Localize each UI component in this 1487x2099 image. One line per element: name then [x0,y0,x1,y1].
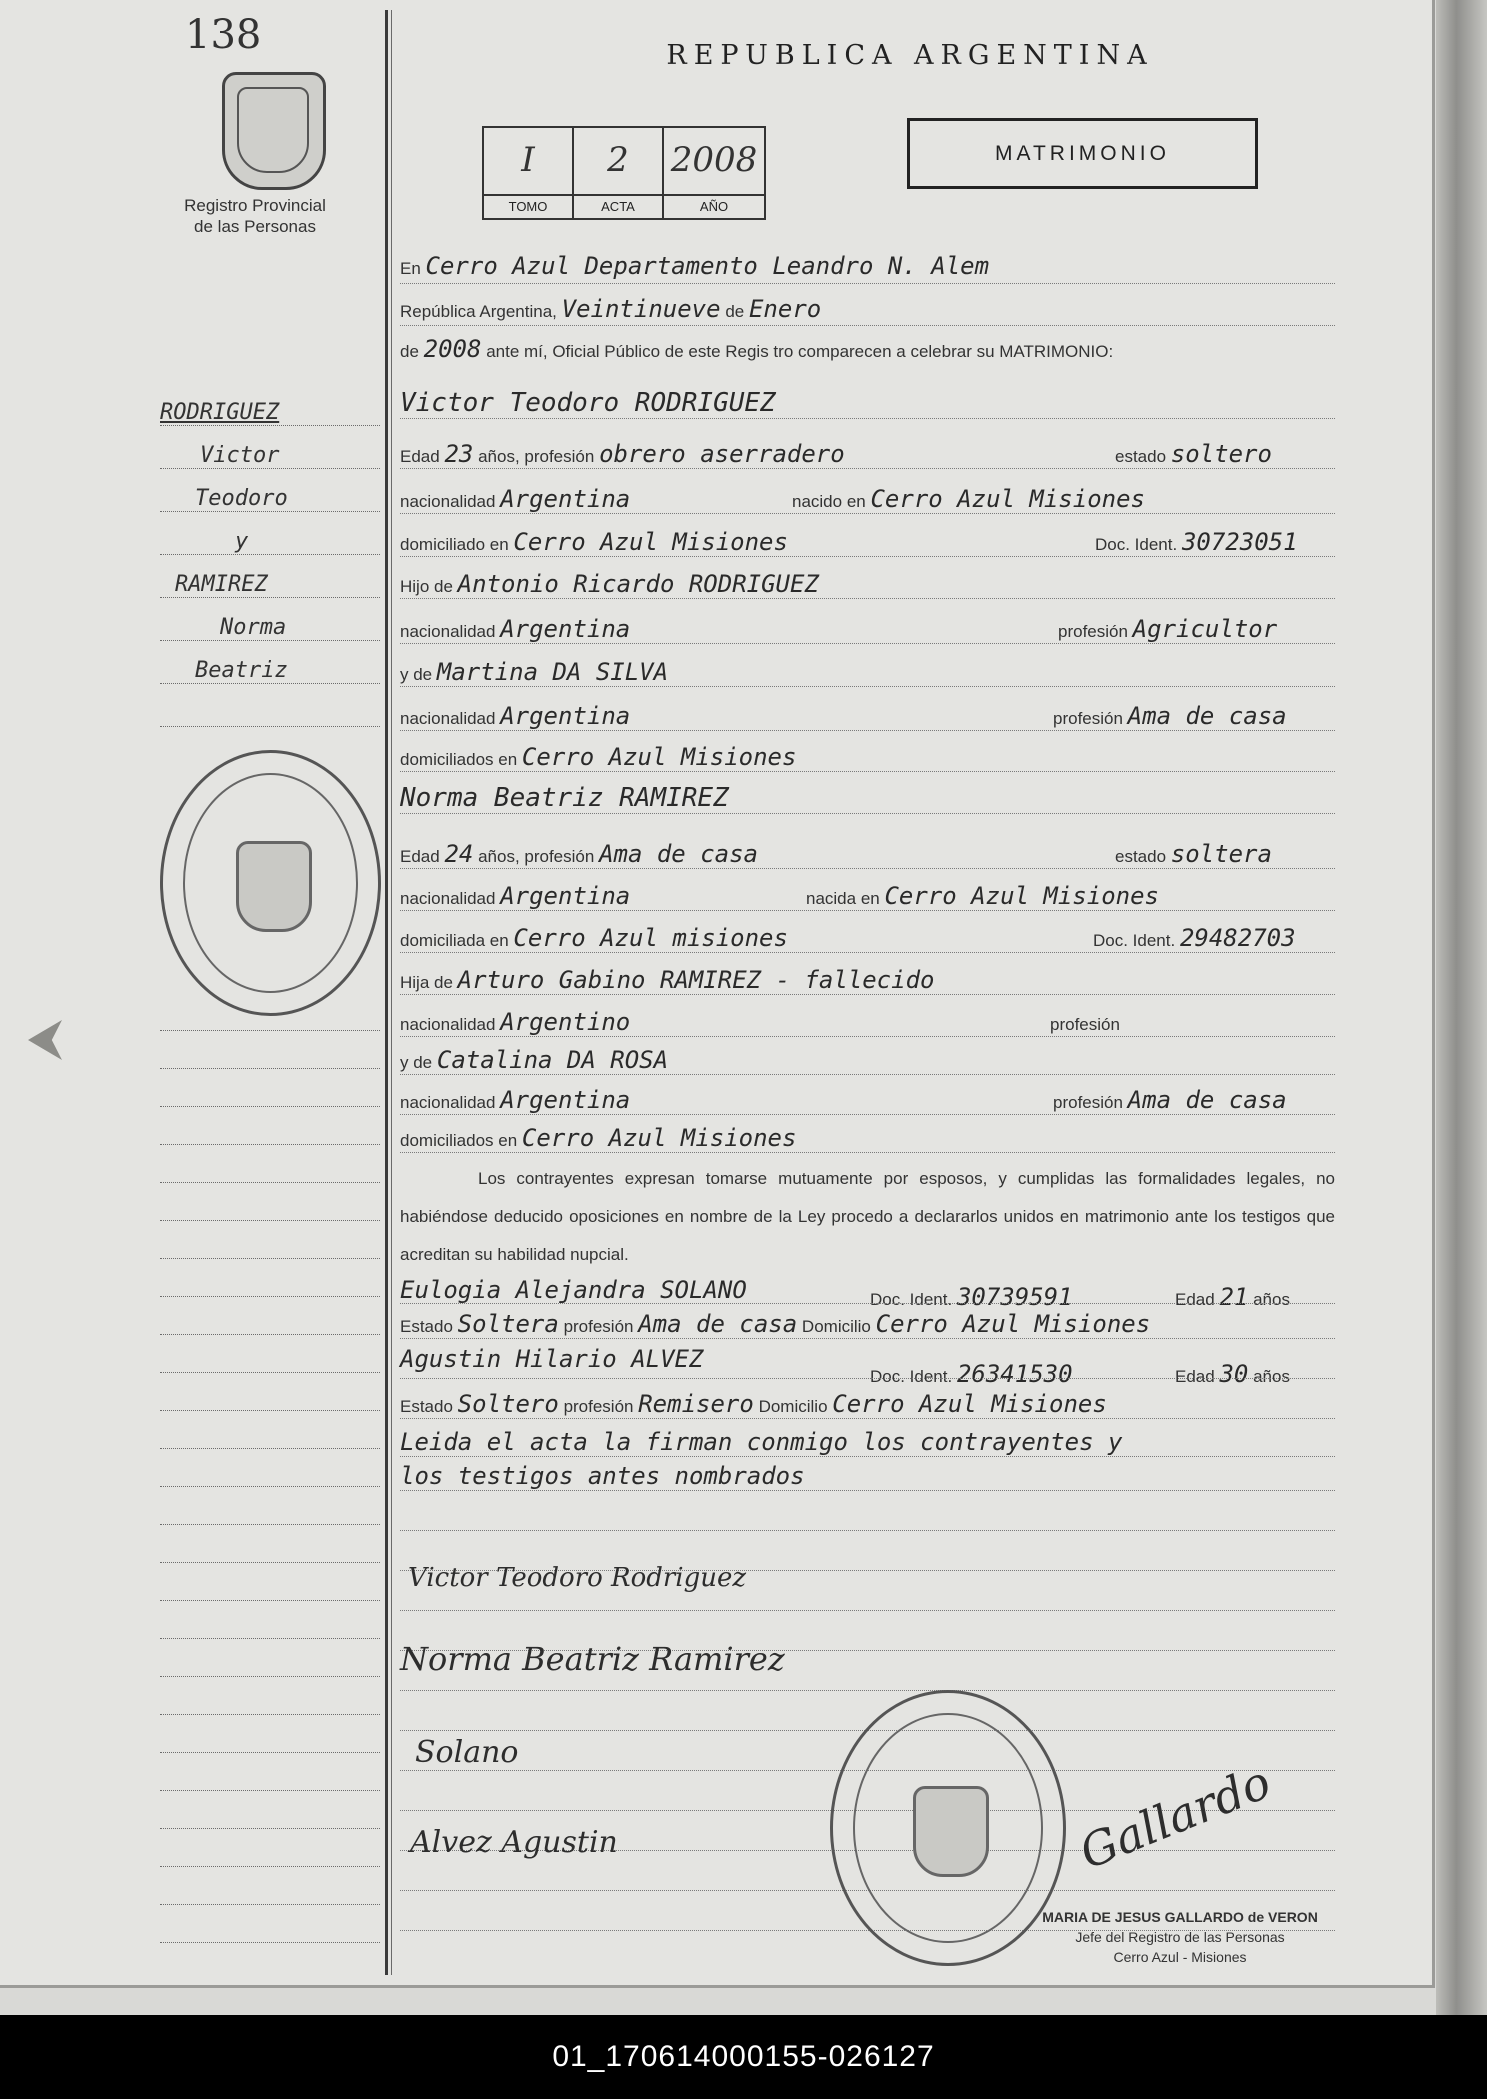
form-line [400,556,1335,557]
bride-signature: Norma Beatriz Ramirez [400,1640,785,1678]
groom-domicile-row: domiciliado en Cerro Azul Misiones [400,528,788,556]
anio-cell: 2008 AÑO [664,128,764,218]
groom-father-row: Hijo de Antonio Ricardo RODRIGUEZ [400,570,819,598]
margin-line [160,726,380,727]
margin-surname-bride: RAMIREZ [175,572,268,597]
margin-line [160,1486,380,1487]
country-title: REPUBLICA ARGENTINA [666,40,1154,71]
margin-line [160,1904,380,1905]
margin-line [160,1106,380,1107]
margin-line [160,1448,380,1449]
margin-line [160,640,380,641]
groom-signature: Victor Teodoro Rodriguez [408,1563,747,1593]
groom-nationality-row: nacionalidad Argentina [400,485,631,513]
margin-name-4: Beatriz [195,658,288,683]
margin-line [160,1676,380,1677]
margin-line [160,1524,380,1525]
margin-line [160,1030,380,1031]
margin-line [160,683,380,684]
bride-estado: estado soltera [1115,840,1272,868]
witness1-estado-row: Estado Soltera profesión Ama de casa Domicilio Cerro Azul Misiones [400,1310,1151,1338]
margin-line [160,1562,380,1563]
closing-line-1: Leida el acta la firman conmigo los contrayentes y [400,1428,1123,1456]
page-number: 138 [185,12,262,58]
provincial-seal-icon [222,72,326,190]
groom-mother-profession: profesión Ama de casa [1053,702,1287,730]
groom-name-row: Victor Teodoro RODRIGUEZ [400,388,776,418]
acta-cell: 2 ACTA [574,128,664,218]
stamp-emblem-icon [913,1786,989,1877]
margin-line [160,1144,380,1145]
margin-line [160,1258,380,1259]
margin-line [160,1600,380,1601]
binding-edge [1436,0,1487,2015]
bride-name-row: Norma Beatriz RAMIREZ [400,783,729,813]
declaration-text: Los contrayentes expresan tomarse mutuamente por esposos, y cumplidas las formalidades legales, no habiéndose deducido oposiciones en nombre de la Ley procedo a declararlos unidos en matrimonio ante los testigos que acreditan su habilidad nupcial. [400,1169,1335,1264]
bride-father-row: Hija de Arturo Gabino RAMIREZ - fallecido [400,966,935,994]
footer-id: 01_170614000155-026127 [0,2015,1487,2099]
margin-line [160,1942,380,1943]
margin-line [160,1068,380,1069]
witness1-name-row: Eulogia Alejandra SOLANO [400,1276,747,1304]
paper-tear [28,1020,62,1060]
form-line [400,1418,1335,1419]
form-line [400,1530,1335,1531]
margin-name-3: Norma [220,615,287,640]
groom-estado: estado soltero [1115,440,1272,468]
witness2-estado-row: Estado Soltero profesión Remisero Domicilio Cerro Azul Misiones [400,1390,1107,1418]
bride-birthplace: nacida en Cerro Azul Misiones [806,882,1160,910]
form-line [400,1036,1335,1037]
witness1-signature: Solano [415,1735,519,1770]
header-date-row: República Argentina, Veintinueve de Enero [400,295,822,323]
header-place-row: En Cerro Azul Departamento Leandro N. Alem [400,252,990,280]
closing-line-2: los testigos antes nombrados [400,1462,805,1490]
witness2-doc: Doc. Ident. 26341530 [870,1360,1073,1388]
margin-line [160,1866,380,1867]
witness2-name-row: Agustin Hilario ALVEZ [400,1345,704,1373]
form-line [400,468,1335,469]
bride-father-nationality-row: nacionalidad Argentino [400,1008,631,1036]
form-line [400,325,1335,326]
margin-line [160,1828,380,1829]
header-year-row: de 2008 ante mí, Oficial Público de este Regis tro comparecen a celebrar su MATRIMONIO: [400,335,1114,363]
bride-doc: Doc. Ident. 29482703 [1093,924,1296,952]
form-line [400,1378,1335,1379]
bride-nationality-row: nacionalidad Argentina [400,882,631,910]
tomo-cell: I TOMO [484,128,574,218]
witness2-signature: Alvez Agustin [410,1825,618,1860]
stamp-emblem-icon [236,841,312,932]
margin-line [160,1410,380,1411]
groom-mother-nationality-row: nacionalidad Argentina [400,702,631,730]
margin-line [160,1220,380,1221]
witness1-doc: Doc. Ident. 30739591 [870,1283,1073,1311]
bride-domicile-row: domiciliada en Cerro Azul misiones [400,924,788,952]
margin-line [160,1714,380,1715]
form-line [400,1074,1335,1075]
witness2-age: Edad 30 años [1175,1360,1290,1388]
margin-line [160,597,380,598]
margin-line [160,468,380,469]
form-line [400,994,1335,995]
bride-age-row: Edad 24 años, profesión Ama de casa [400,840,759,868]
form-line [400,1490,1335,1491]
margin-conj: y [235,529,249,554]
groom-age-row: Edad 23 años, profesión obrero aserradero [400,440,845,468]
bride-father-profession: profesión [1050,1015,1120,1034]
margin-line [160,1752,380,1753]
groom-mother-row: y de Martina DA SILVA [400,658,669,686]
form-line [400,513,1335,514]
margin-surname-groom: RODRIGUEZ [160,400,280,425]
form-line [400,771,1335,772]
form-line [400,1456,1335,1457]
groom-father-nationality-row: nacionalidad Argentina [400,615,631,643]
groom-parents-domicile-row: domiciliados en Cerro Azul Misiones [400,743,797,771]
form-line [400,598,1335,599]
groom-birthplace: nacido en Cerro Azul Misiones [792,485,1146,513]
bride-mother-profession: profesión Ama de casa [1053,1086,1287,1114]
official-stamp: MARIA DE JESUS GALLARDO de VERON Jefe del Registro de las Personas Cerro Azul - Misiones [1042,1909,1318,1965]
margin-line [160,1790,380,1791]
record-type: MATRIMONIO [907,118,1258,189]
registry-stamp-margin [160,750,381,1016]
margin-line [160,1372,380,1373]
form-line [400,643,1335,644]
form-line [400,1338,1335,1339]
margin-line [160,1334,380,1335]
form-line [400,1690,1335,1691]
margin-line [160,554,380,555]
margin-name-2: Teodoro [195,486,288,511]
margin-divider-thin [391,10,392,1975]
margin-name-1: Victor [200,443,280,468]
form-line [400,730,1335,731]
bride-mother-nationality-row: nacionalidad Argentina [400,1086,631,1114]
margin-line [160,1638,380,1639]
registry-name: Registro Provincial de las Personas [184,196,326,236]
form-line [400,1114,1335,1115]
form-line [400,910,1335,911]
groom-father-profession: profesión Agricultor [1058,615,1278,643]
margin-line [160,511,380,512]
form-line [400,1303,1335,1304]
form-line [400,1152,1335,1153]
groom-doc: Doc. Ident. 30723051 [1095,528,1298,556]
form-line [400,813,1335,814]
bride-parents-domicile-row: domiciliados en Cerro Azul Misiones [400,1124,797,1152]
form-line [400,686,1335,687]
margin-line [160,425,380,426]
form-line [400,868,1335,869]
form-line [400,283,1335,284]
margin-line [160,1182,380,1183]
margin-divider [385,10,388,1975]
record-number-box [482,126,766,220]
bride-mother-row: y de Catalina DA ROSA [400,1046,669,1074]
official-signature: Gallardo [1072,1754,1278,1880]
margin-line [160,1296,380,1297]
witness1-age: Edad 21 años [1175,1283,1290,1311]
form-line [400,1610,1335,1611]
form-line [400,952,1335,953]
form-line [400,418,1335,419]
